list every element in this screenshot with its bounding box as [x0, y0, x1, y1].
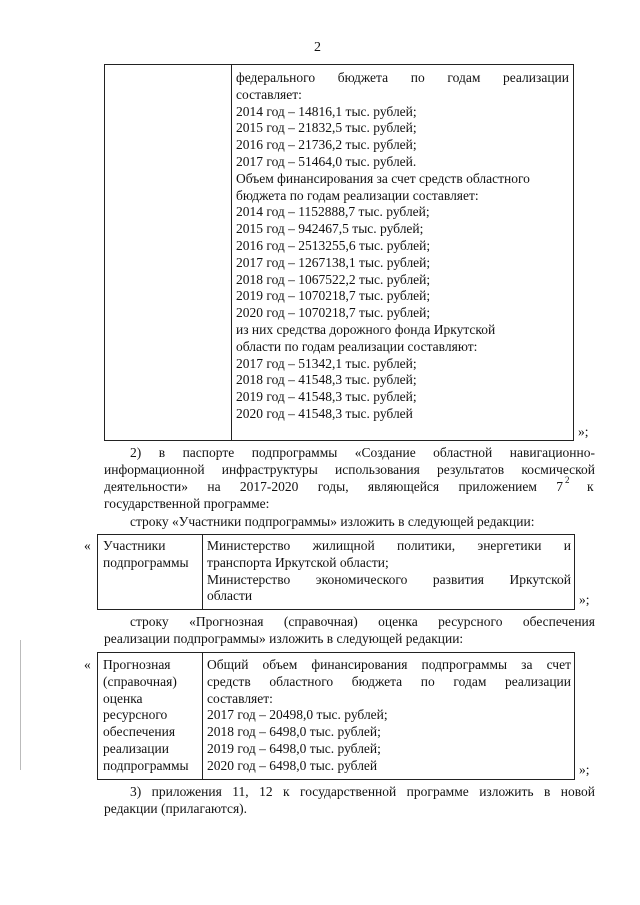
text-line: 2018 год – 6498,0 тыс. рублей;: [207, 724, 381, 740]
closing-quote: »;: [579, 762, 590, 777]
text-line: 2019 год – 1070218,7 тыс. рублей;: [236, 288, 431, 304]
forecast-label-cell: [103, 657, 199, 775]
text-line: (справочная): [103, 673, 177, 689]
text-line: бюджета по годам реализации составляет:: [236, 187, 479, 203]
paragraph-2-line: деятельности» на 2017-2020 годы, являющейся приложением 7: [104, 479, 563, 494]
text-line: 2017 год – 51342,1 тыс. рублей;: [236, 355, 417, 371]
table-column-divider: [231, 64, 232, 441]
text-line: подпрограммы: [103, 554, 189, 570]
text-line: 2020 год – 41548,3 тыс. рублей: [236, 405, 413, 421]
text-line: 2014 год – 14816,1 тыс. рублей;: [236, 103, 417, 119]
text-line: 2019 год – 6498,0 тыс. рублей;: [207, 740, 381, 756]
text-line: 2015 год – 21832,5 тыс. рублей;: [236, 120, 417, 136]
instruction-forecast-line: реализации подпрограммы» изложить в следующей редакции:: [104, 631, 464, 646]
text-line: составляет:: [207, 690, 273, 706]
paragraph-2-word: к: [587, 479, 594, 494]
text-line: 2017 год – 1267138,1 тыс. рублей;: [236, 254, 431, 270]
text-line: транспорта Иркутской области;: [207, 554, 389, 570]
budget-funding-cell: [236, 70, 569, 423]
text-line: Прогнозная: [103, 657, 171, 672]
opening-quote: «: [84, 538, 91, 553]
closing-quote: »;: [579, 592, 590, 607]
paragraph-3-line: 3) приложения 11, 12 к государственной программе изложить в новой: [130, 784, 595, 799]
text-line: подпрограммы: [103, 757, 189, 773]
text-line: оценка: [103, 690, 143, 706]
table-column-divider: [202, 534, 203, 610]
text-line: ресурсного: [103, 707, 168, 723]
instruction-participants: строку «Участники подпрограммы» изложить в следующей редакции:: [130, 514, 535, 529]
superscript-number: 2: [565, 475, 570, 485]
table-column-divider: [202, 652, 203, 780]
text-line: Министерство экономического развития Иркутской: [207, 571, 571, 587]
text-line: 2015 год – 942467,5 тыс. рублей;: [236, 221, 424, 237]
text-line: Объем финансирования за счет средств областного: [236, 170, 530, 186]
text-line: области: [207, 588, 253, 604]
text-line: реализации: [103, 740, 169, 756]
text-line: из них средства дорожного фонда Иркутской: [236, 321, 496, 337]
text-line: 2018 год – 1067522,2 тыс. рублей;: [236, 271, 431, 287]
opening-quote: «: [84, 657, 91, 672]
text-line: 2019 год – 41548,3 тыс. рублей;: [236, 389, 417, 405]
text-line: 2017 год – 20498,0 тыс. рублей;: [207, 707, 388, 723]
text-line: 2020 год – 1070218,7 тыс. рублей;: [236, 305, 431, 321]
text-line: 2017 год – 51464,0 тыс. рублей.: [236, 153, 417, 169]
text-line: обеспечения: [103, 724, 176, 740]
paragraph-2-line: 2) в паспорте подпрограммы «Создание областной навигационно-: [130, 445, 595, 460]
paragraph-3-line: редакции (прилагаются).: [104, 801, 248, 816]
page-number: 2: [314, 40, 321, 55]
participants-value-cell: [207, 538, 571, 605]
instruction-forecast-line: строку «Прогнозная (справочная) оценка ресурсного обеспечения: [130, 614, 595, 629]
text-line: 2016 год – 2513255,6 тыс. рублей;: [236, 237, 431, 253]
text-line: 2020 год – 6498,0 тыс. рублей: [207, 757, 378, 773]
text-line: области по годам реализации составляют:: [236, 338, 478, 354]
text-line: составляет:: [236, 86, 302, 102]
text-line: средств областного бюджета по годам реализации: [207, 673, 571, 689]
closing-quote: »;: [578, 424, 589, 439]
text-line: 2018 год – 41548,3 тыс. рублей;: [236, 372, 417, 388]
text-line: Участники: [103, 538, 166, 553]
text-line: Министерство жилищной политики, энергетики и: [207, 538, 571, 553]
participants-label-cell: [103, 538, 199, 572]
text-line: 2014 год – 1152888,7 тыс. рублей;: [236, 204, 430, 220]
text-line: Общий объем финансирования подпрограммы за счет: [207, 657, 571, 672]
forecast-value-cell: [207, 657, 571, 775]
paragraph-2-line: информационной инфраструктуры использования результатов космической: [104, 462, 595, 477]
scan-edge-mark: [20, 640, 21, 770]
paragraph-2-line: государственной программе:: [104, 496, 270, 511]
text-line: федерального бюджета по годам реализации: [236, 70, 569, 85]
text-line: 2016 год – 21736,2 тыс. рублей;: [236, 137, 417, 153]
